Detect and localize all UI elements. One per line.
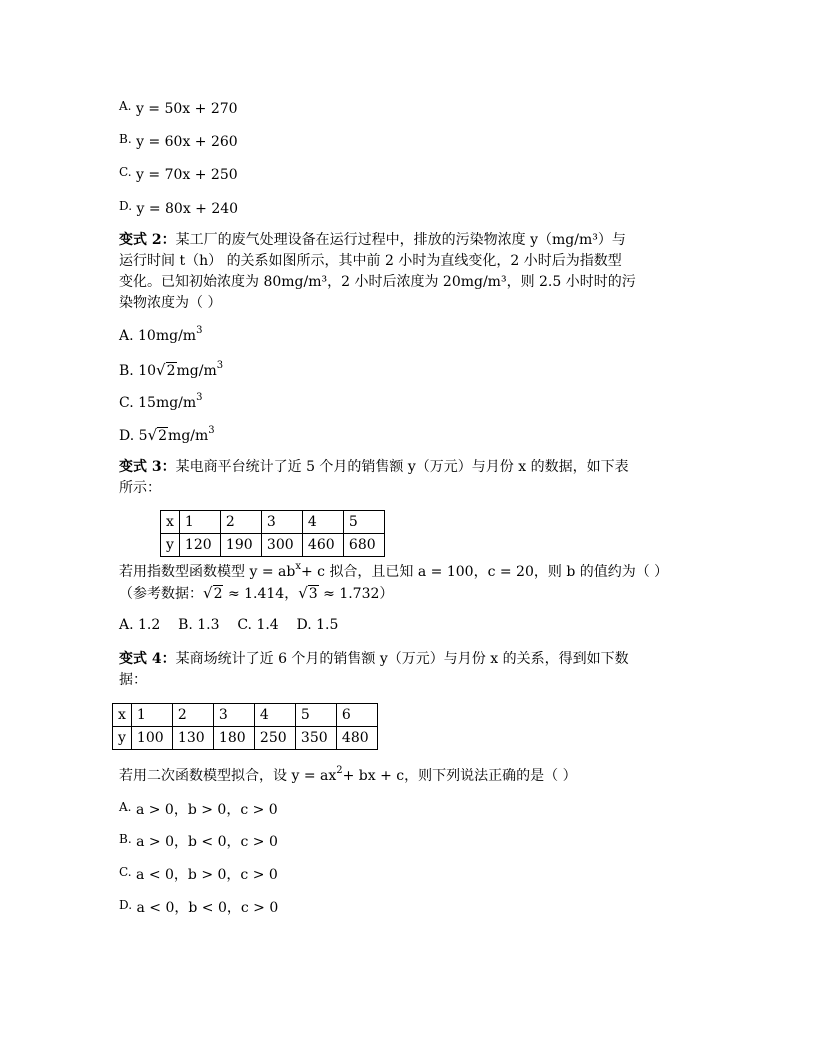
var3-line3: 若用指数型函数模型 $y = ab^x+ c$ 拟合，且已知 a = 100，c = 20，则 b 的值约为（ ） [119, 561, 669, 580]
table-row: y 100 130 180 250 350 480 [113, 727, 378, 750]
var2-line3: 变化。已知初始浓度为 80mg/m³，2 小时后浓度为 20mg/m³，则 2.5 小时时的污 [119, 274, 636, 290]
var4-option-d: D. a < 0，b < 0，c > 0 [119, 898, 279, 916]
var4-option-c: C. a < 0，b > 0，c > 0 [119, 865, 278, 883]
sqrt-symbol: √2 [203, 584, 223, 602]
var4-line3: 若用二次函数模型拟合，设 $y = ax^2+$ bx + c，则下列说法正确的是（ ） [119, 765, 577, 784]
var3-options: A. 1.2 B. 1.3 C. 1.4 D. 1.5 [119, 617, 339, 633]
var4-option-a: A. a > 0，b > 0，c > 0 [119, 800, 278, 818]
table-row: y 120 190 300 460 680 [161, 534, 385, 557]
var2-line1: 变式 2：某工厂的废气处理设备在运行过程中，排放的污染物浓度 y（mg/m³）与 [119, 232, 626, 248]
var2-line2: 运行时间 t（h） 的关系如图所示，其中前 2 小时为直线变化，2 小时后为指数型 [119, 253, 622, 269]
sqrt-symbol: √3 [298, 584, 318, 602]
q1-option-a: A. y = 50x + 270 [119, 99, 238, 117]
var2-option-a: A. $10mg/m^3$ [119, 325, 203, 344]
q1-option-b: B. y = 60x + 260 [119, 132, 238, 150]
var3-line1: 变式 3：某电商平台统计了近 5 个月的销售额 y（万元）与月份 x 的数据，如下表 [119, 459, 629, 475]
var3-line4: （参考数据：√2 ≈ 1.414，√3 ≈ 1.732） [119, 584, 394, 602]
sqrt-symbol: √2 [147, 426, 168, 444]
var2-option-b: B. $10√2mg/m^3$ [119, 360, 224, 379]
q1-option-c: C. y = 70x + 250 [119, 165, 238, 183]
sqrt-symbol: √2 [156, 361, 176, 379]
var2-line4: 染物浓度为（ ） [119, 295, 222, 311]
var3-table [160, 510, 385, 557]
var4-line1: 变式 4：某商场统计了近 6 个月的销售额 y（万元）与月份 x 的关系，得到如下数 [119, 651, 629, 667]
table-row: x 1 2 3 4 5 6 [113, 704, 378, 727]
var2-option-d: D. $5√2mg/m^3$ [119, 425, 215, 444]
var4-table [112, 703, 378, 750]
var4-option-b: B. a > 0，b < 0，c > 0 [119, 832, 278, 850]
var3-line2: 所示： [119, 480, 161, 496]
q1-option-d: D. y = 80x + 240 [119, 199, 239, 217]
table-row: x 1 2 3 4 5 [161, 511, 385, 534]
var4-line2: 据： [119, 672, 147, 688]
var2-option-c: C. $15mg/m^3$ [119, 392, 203, 411]
